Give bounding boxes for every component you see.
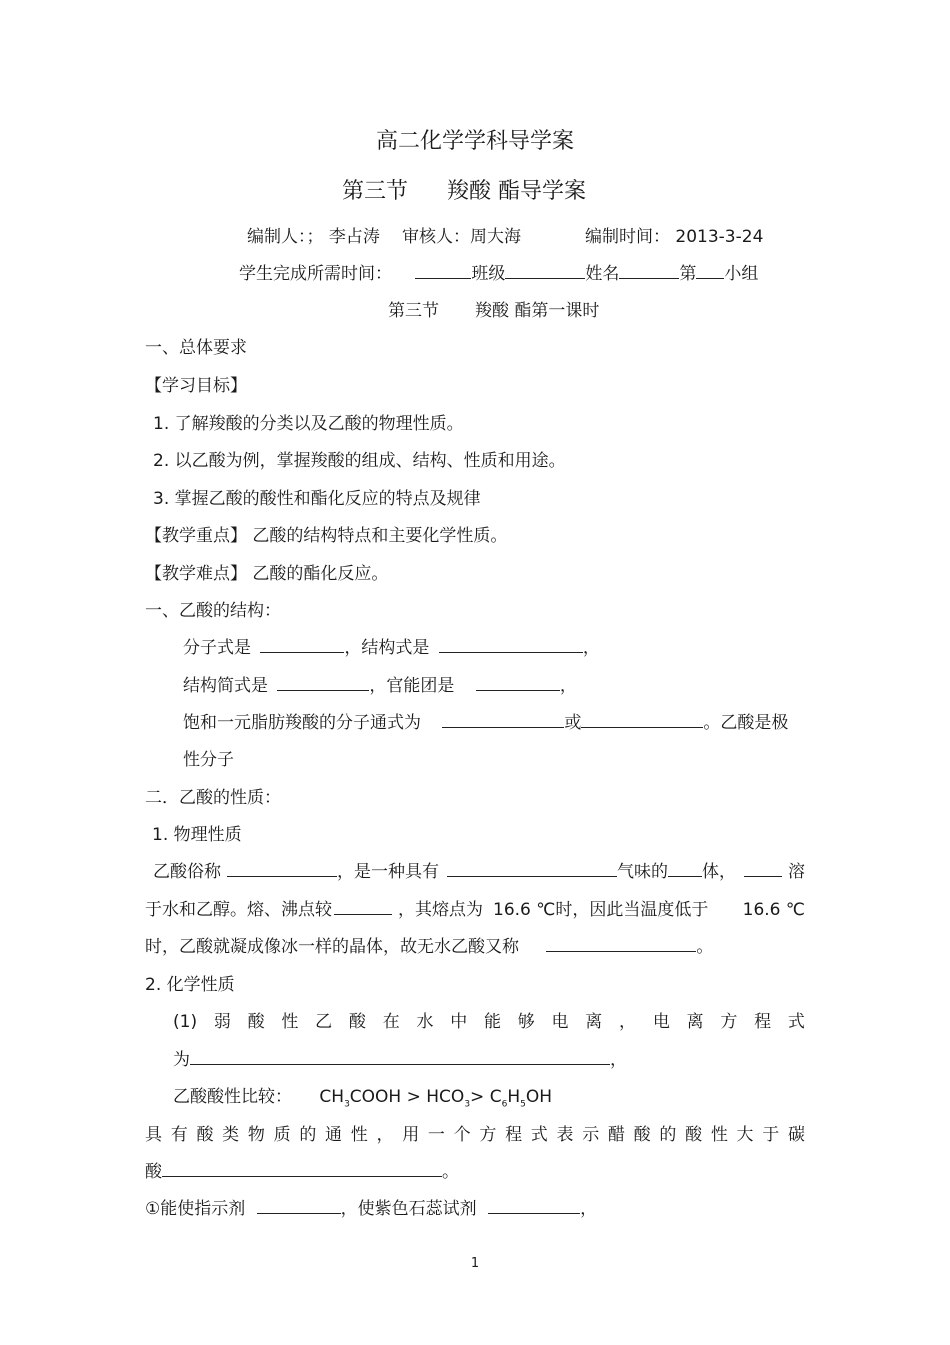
ionization-equation-blank[interactable] [190, 1049, 610, 1065]
group-prefix: 第 [679, 264, 697, 284]
weak-acid-word: 弱 [213, 1012, 231, 1032]
weak-acid-word: (1) [173, 1012, 198, 1032]
generality-word: 表 [556, 1125, 574, 1145]
class-blank[interactable] [505, 263, 585, 279]
litmus-label: ，使紫色石蕊试剂 [340, 1199, 477, 1219]
student-info-line [239, 263, 758, 285]
weak-acid-as: 为 [173, 1050, 190, 1070]
phys-text: 体， [702, 862, 736, 882]
physical-line-3 [145, 936, 713, 958]
formula-part: > C [470, 1087, 502, 1107]
weak-acid-word: 电 [652, 1012, 670, 1032]
period: 。 [696, 937, 714, 957]
generality-word: 式 [530, 1125, 548, 1145]
acidity-compare [173, 1086, 552, 1115]
acidity-formula [319, 1087, 553, 1110]
formula-part: H [507, 1087, 521, 1107]
overview-heading: 一、总体要求 [145, 338, 247, 358]
generality-word: 醋 [607, 1125, 625, 1145]
structure-heading: 一、乙酸的结构： [145, 601, 281, 621]
weak-acid-word: 能 [483, 1012, 501, 1032]
lesson-topic: 羧酸 酯第一课时 [475, 301, 600, 321]
general-formula-blank-2[interactable] [581, 712, 703, 728]
boiling-blank[interactable] [334, 899, 392, 915]
formula-sub: 3 [344, 1099, 350, 1110]
formula-sub: 3 [464, 1099, 471, 1110]
formula-part: OH [525, 1087, 553, 1107]
compile-date: 编制时间： 2013-3-24 [585, 227, 764, 247]
class-label: 班级 [471, 264, 506, 284]
generality-word: 性 [350, 1125, 368, 1145]
molecular-formula-blank[interactable] [260, 637, 344, 653]
objective-item: 1. 了解羧酸的分类以及乙酸的物理性质。 [153, 414, 464, 434]
indicator-blank[interactable] [257, 1198, 341, 1214]
weak-acid-word: 离 [686, 1012, 704, 1032]
physical-line-1 [153, 861, 805, 883]
chemical-heading: 2. 化学性质 [145, 975, 235, 995]
generality-word: 类 [222, 1125, 240, 1145]
molecular-formula-label: 分子式是 [183, 638, 251, 658]
weak-acid-word: 电 [551, 1012, 569, 1032]
formula-line-2 [183, 675, 577, 697]
carbonic-text: 酸 [145, 1162, 162, 1182]
properties-heading: 二．乙酸的性质： [145, 788, 281, 808]
generality-word: 具 [145, 1125, 162, 1145]
generality-word: 碳 [787, 1125, 805, 1145]
objective-item: 2. 以乙酸为例，掌握羧酸的组成、结构、性质和用途。 [153, 451, 566, 471]
name-blank[interactable] [619, 263, 679, 279]
name-label: 姓名 [585, 264, 620, 284]
solubility-blank[interactable] [744, 861, 782, 877]
formula-sub: 6 [501, 1099, 508, 1110]
polar-text-cont: 性分子 [183, 750, 234, 770]
weak-acid-word: 中 [450, 1012, 468, 1032]
weak-acid-word: 性 [281, 1012, 299, 1032]
acidity-equation-blank[interactable] [162, 1161, 442, 1177]
weak-acid-word: 式 [787, 1012, 805, 1032]
acidity-label: 乙酸酸性比较： [173, 1087, 292, 1107]
physical-heading: 1. 物理性质 [152, 825, 242, 845]
formula-line-3 [183, 712, 788, 734]
generality-word: 质 [273, 1125, 291, 1145]
general-formula-blank-1[interactable] [442, 712, 564, 728]
weak-acid-word: 方 [720, 1012, 738, 1032]
weak-acid-word: 乙 [315, 1012, 333, 1032]
phys-text: ，是一种具有 [337, 862, 439, 882]
indicator-label: ①能使指示剂 [145, 1199, 246, 1219]
functional-group-label: ，官能团是 [369, 676, 455, 696]
formula-part: CO [439, 1087, 465, 1107]
generality-word: 的 [659, 1125, 677, 1145]
generality-word: 的 [299, 1125, 317, 1145]
weak-acid-line [173, 1011, 805, 1033]
formula-line-1 [183, 637, 600, 659]
generality-line [145, 1124, 805, 1146]
generality-word: 于 [762, 1125, 780, 1145]
phys-text: ，其熔点为 [398, 900, 483, 920]
simple-formula-blank[interactable] [277, 675, 369, 691]
comma: ， [582, 638, 600, 658]
generality-word: 酸 [196, 1125, 214, 1145]
smell-blank[interactable] [447, 861, 617, 877]
document-title: 高二化学学科导学案 [375, 129, 574, 154]
generality-word: 方 [479, 1125, 497, 1145]
student-time-label: 学生完成所需时间： [239, 264, 392, 284]
generality-word: 物 [247, 1125, 265, 1145]
period: 。 [442, 1162, 459, 1182]
comma: ， [559, 676, 577, 696]
objectives-label: 【学习目标】 [145, 376, 247, 396]
weak-acid-cont [173, 1049, 627, 1071]
subtitle-topic: 羧酸 酯导学案 [447, 179, 586, 204]
generality-word: 一 [427, 1125, 445, 1145]
editor-info: 编制人：； 李占涛 [247, 227, 380, 247]
structural-formula-blank[interactable] [439, 637, 583, 653]
phys-text: 溶 [788, 862, 805, 882]
lesson-section: 第三节 [388, 301, 439, 321]
formula-sub: 5 [520, 1099, 526, 1110]
general-formula-label: 饱和一元脂肪羧酸的分子通式为 [183, 713, 421, 733]
functional-group-blank[interactable] [476, 675, 560, 691]
generality-word: 个 [453, 1125, 471, 1145]
indicator-line [145, 1198, 597, 1220]
generality-word: 酸 [633, 1125, 651, 1145]
generality-word: 用 [402, 1125, 420, 1145]
weak-acid-word: 在 [382, 1012, 400, 1032]
formula-part: COOH > H [349, 1087, 440, 1107]
state-blank[interactable] [668, 861, 702, 877]
physical-line-2 [145, 899, 805, 921]
group-blank[interactable] [696, 263, 724, 279]
structural-formula-label: ，结构式是 [344, 638, 430, 658]
phys-text: 16.6 ℃ [742, 900, 805, 920]
litmus-blank[interactable] [488, 1198, 580, 1214]
weak-acid-word: 水 [416, 1012, 434, 1032]
subtitle-section: 第三节 [342, 179, 409, 204]
page-number: 1 [470, 1256, 480, 1271]
weak-acid-word: 够 [517, 1012, 535, 1032]
phys-text: 16.6 ℃时，因此当温度低于 [493, 900, 709, 920]
glacial-name-blank[interactable] [546, 936, 696, 952]
common-name-blank[interactable] [227, 861, 337, 877]
phys-text: 乙酸俗称 [153, 862, 221, 882]
objective-item: 3. 掌握乙酸的酸性和酯化反应的特点及规律 [153, 489, 481, 509]
generality-word: 大 [736, 1125, 754, 1145]
generality-word: 有 [170, 1125, 188, 1145]
generality-word: 通 [325, 1125, 343, 1145]
or-label: 或 [564, 713, 582, 733]
weak-acid-word: 酸 [247, 1012, 265, 1032]
weak-acid-word: 酸 [348, 1012, 366, 1032]
difficulty-point: 【教学难点】 乙酸的酯化反应。 [145, 564, 389, 584]
generality-word: 性 [710, 1125, 728, 1145]
weak-acid-word: 程 [754, 1012, 772, 1032]
comma: ， [580, 1199, 598, 1219]
phys-text: 气味的 [617, 862, 668, 882]
simple-formula-label: 结构简式是 [183, 676, 268, 696]
weak-acid-word: ， [619, 1012, 637, 1032]
generality-cont [145, 1161, 459, 1183]
key-point: 【教学重点】 乙酸的结构特点和主要化学性质。 [145, 526, 508, 546]
weak-acid-word: 离 [585, 1012, 603, 1032]
group-suffix: 小组 [724, 264, 759, 284]
comma: ， [610, 1050, 627, 1070]
reviewer-info: 审核人：周大海 [402, 227, 521, 247]
phys-text: 时，乙酸就凝成像冰一样的晶体，故无水乙酸又称 [145, 937, 519, 957]
generality-word: ， [376, 1125, 394, 1145]
phys-text: 于水和乙醇。熔、沸点较 [145, 900, 332, 920]
polar-text: 。乙酸是极 [703, 713, 789, 733]
generality-word: 示 [582, 1125, 600, 1145]
formula-part: CH [319, 1087, 345, 1107]
generality-word: 酸 [685, 1125, 703, 1145]
generality-word: 程 [505, 1125, 523, 1145]
time-blank[interactable] [415, 263, 471, 279]
